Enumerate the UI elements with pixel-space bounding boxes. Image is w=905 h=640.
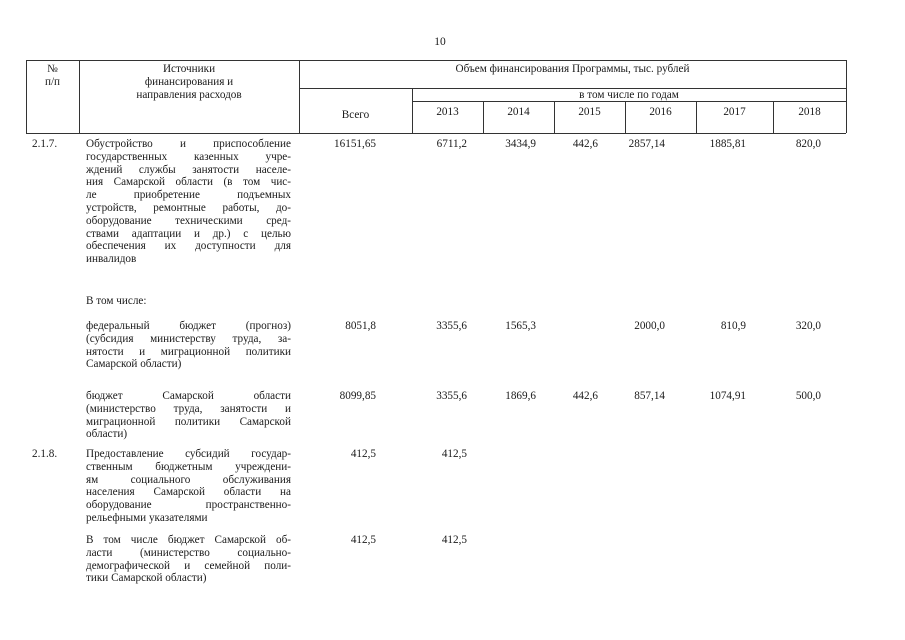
- row-total: 16151,65: [334, 138, 376, 150]
- row-description-line: ния Самарской области (в том чис-: [86, 176, 291, 189]
- header-sources: [79, 63, 299, 101]
- header-year-2013: 2013: [436, 106, 459, 118]
- row-description-line: ям социального обслуживания: [86, 473, 291, 486]
- header-volume: Объем финансирования Программы, тыс. рублей: [455, 63, 690, 75]
- row-value-2018: 320,0: [795, 320, 821, 332]
- row-description-line: Предоставление субсидий государ-: [86, 448, 291, 460]
- row-value-2015: 442,6: [572, 138, 598, 150]
- row-description-line: обеспечения их доступности для: [86, 240, 291, 253]
- row-description-line: населения Самарской области на: [86, 486, 291, 499]
- row-description-line: (субсидия министерству труда, за-: [86, 332, 291, 345]
- row-total: 412,5: [350, 534, 376, 546]
- row-description-line: демографической и семейной поли-: [86, 559, 291, 572]
- row-value-2018: 500,0: [795, 390, 821, 402]
- header-no-label: №: [47, 63, 58, 75]
- row-value-2013: 412,5: [441, 534, 467, 546]
- row-description: [86, 295, 291, 308]
- row-description-line: Обустройство и приспособление: [86, 138, 291, 150]
- row-value-2016: 857,14: [634, 390, 665, 402]
- row-description: [86, 390, 291, 441]
- header-sources-line-1: Источники: [162, 63, 216, 75]
- row-value-2013: 6711,2: [436, 138, 467, 150]
- row-description-line: инвалидов: [86, 253, 137, 266]
- header-total: Всего: [341, 109, 370, 121]
- row-description-line: рельефными указателями: [86, 511, 208, 524]
- row-description-line: миграционной политики Самарской: [86, 415, 291, 428]
- header-no-sub-label: п/п: [44, 75, 61, 88]
- header-year-2015: 2015: [578, 106, 601, 118]
- row-description-line: Самарской области): [86, 358, 182, 371]
- row-description-line: ственным бюджетным учреждени-: [86, 460, 291, 473]
- header-top-border: [26, 60, 846, 61]
- row-value-2014: 1565,3: [505, 320, 536, 332]
- row-description: [86, 448, 291, 525]
- row-description-line: тики Самарской области): [86, 572, 207, 585]
- row-value-2015: 442,6: [572, 390, 598, 402]
- row-total: 412,5: [350, 448, 376, 460]
- row-description-line: федеральный бюджет (прогноз): [86, 320, 291, 332]
- row-value-2013: 412,5: [441, 448, 467, 460]
- row-description-line: бюджет Самарской области: [86, 390, 291, 402]
- row-value-2017: 810,9: [720, 320, 746, 332]
- header-year-2018: 2018: [798, 106, 821, 118]
- row-description-line: устройств, ремонтные работы, до-: [86, 201, 291, 214]
- header-sources-line-2: финансирования и: [144, 75, 234, 88]
- row-description-line: области): [86, 428, 128, 441]
- header-right-border: [846, 60, 847, 133]
- row-description-line: оборудование пространственно-: [86, 499, 291, 512]
- header-no: [26, 63, 79, 89]
- header-bottom-border: [26, 133, 846, 134]
- row-description-line: ствами адаптации и др.) с целью: [86, 227, 291, 240]
- row-value-2013: 3355,6: [436, 390, 467, 402]
- row-description: [86, 138, 291, 266]
- row-value-2014: 1869,6: [505, 390, 536, 402]
- header-year-2016: 2016: [649, 106, 672, 118]
- row-description-line: государственных казенных учре-: [86, 150, 291, 163]
- row-value-2014: 3434,9: [505, 138, 536, 150]
- row-description-line: ласти (министерство социально-: [86, 546, 291, 559]
- row-value-2016: 2000,0: [634, 320, 665, 332]
- row-description-line: оборудование техническими сред-: [86, 214, 291, 227]
- row-value-2018: 820,0: [795, 138, 821, 150]
- row-description: [86, 320, 291, 371]
- header-year-2017: 2017: [723, 106, 746, 118]
- row-value-2017: 1885,81: [709, 138, 746, 150]
- row-value-2013: 3355,6: [436, 320, 467, 332]
- row-description-line: ждений службы занятости населе-: [86, 163, 291, 176]
- row-code: 2.1.7.: [32, 138, 58, 150]
- row-value-2016: 2857,14: [628, 138, 665, 150]
- row-total: 8099,85: [339, 390, 376, 402]
- row-description-line: (министерство труда, занятости и: [86, 402, 291, 415]
- page-number: 10: [434, 36, 446, 48]
- header-year-2014: 2014: [507, 106, 530, 118]
- header-sources-line-3: направления расходов: [136, 88, 242, 101]
- row-description-line: В том числе бюджет Самарской об-: [86, 534, 291, 546]
- row-code: 2.1.8.: [32, 448, 58, 460]
- header-by-years: в том числе по годам: [579, 89, 679, 101]
- row-description-line: ле приобретение подъемных: [86, 189, 291, 202]
- row-description-line: В том числе:: [86, 295, 147, 307]
- row-value-2017: 1074,91: [709, 390, 746, 402]
- row-total: 8051,8: [345, 320, 376, 332]
- row-description: [86, 534, 291, 585]
- row-description-line: нятости и миграционной политики: [86, 345, 291, 358]
